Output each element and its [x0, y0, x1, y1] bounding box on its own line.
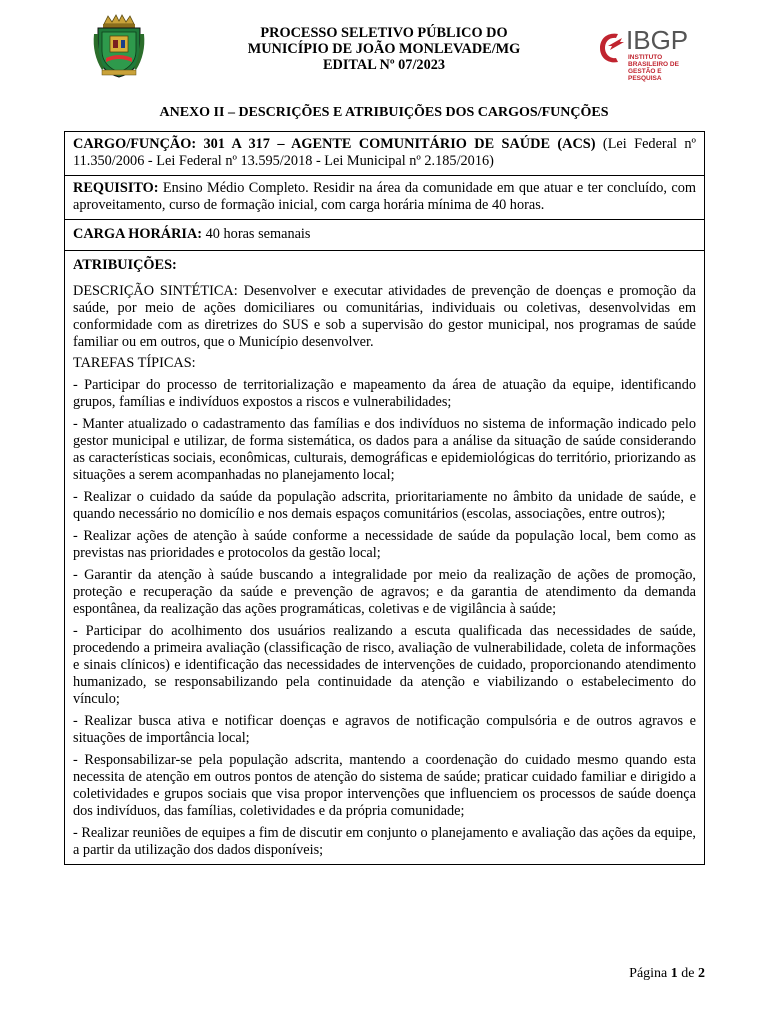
cargo-label: CARGO/FUNÇÃO: 301 A 317 – AGENTE COMUNITÁRIO DE SAÚDE (ACS)	[73, 136, 596, 152]
tarefa-item: - Garantir da atenção à saúde buscando a integralidade por meio da realização de ações de promoção, proteção e recuperação da saúde e prevenção de agravos; e da garantia de atendimento da demanda espontânea, da realização das ações programáticas, coletivas e de vigilância à saúde;	[73, 567, 696, 617]
page-prefix: Página	[629, 966, 671, 981]
requisito-text: Ensino Médio Completo. Residir na área da comunidade em que atuar e ter concluído, com aproveitamento, curso de formação inicial, com carga horária mínima de 40 horas.	[73, 180, 696, 213]
tarefa-item: - Participar do processo de territorialização e mapeamento da área de atuação da equipe, identificando grupos, famílias e indivíduos expostos a riscos e vulnerabilidades;	[73, 377, 696, 410]
cargo-cell	[65, 132, 704, 175]
tarefa-item: - Realizar reuniões de equipes a fim de discutir em conjunto o planejamento e avaliação das ações da equipe, a partir da utilização dos dados disponíveis;	[73, 825, 696, 858]
annex-title: ANEXO II – DESCRIÇÕES E ATRIBUIÇÕES DOS CARGOS/FUNÇÕES	[159, 105, 609, 120]
page-current: 1	[670, 966, 678, 981]
page-total: 2	[698, 966, 705, 981]
page-number	[629, 966, 705, 982]
ibgp-logo	[596, 25, 696, 82]
document-header	[200, 25, 568, 73]
job-description-table	[64, 131, 705, 865]
atribuicoes-heading: ATRIBUIÇÕES:	[73, 257, 177, 273]
header-line-2: MUNICÍPIO DE JOÃO MONLEVADE/MG	[247, 41, 521, 57]
requisito-cell	[65, 175, 704, 219]
tarefa-item: - Realizar o cuidado da saúde da população adscrita, prioritariamente no âmbito da unidade de saúde, e quando necessário no domicílio e nos demais espaços comunitários (escolas, associações, entre outros);	[73, 489, 696, 522]
tarefa-item: - Realizar ações de atenção à saúde conforme a necessidade de saúde da população local, bem como as previstas nas prioridades e protocolos da gestão local;	[73, 528, 696, 561]
header-line-3: EDITAL Nº 07/2023	[322, 57, 446, 73]
requisito-label: REQUISITO:	[73, 180, 159, 196]
page-separator: de	[677, 966, 698, 981]
carga-horaria-label: CARGA HORÁRIA:	[73, 226, 203, 242]
ibgp-subtext: INSTITUTO BRASILEIRO DE GESTÃO E PESQUISA	[628, 54, 679, 82]
carga-horaria-cell	[65, 219, 704, 250]
carga-horaria-text: 40 horas semanais	[202, 226, 311, 242]
municipal-crest-icon	[92, 14, 146, 78]
tarefa-item: - Participar do acolhimento dos usuários realizando a escuta qualificada das necessidades de saúde, procedendo a primeira avaliação (classificação de risco, avaliação de vulnerabilidade, coleta de informações e sinais clínicos) e identificação das necessidades de intervenções de cuidado, proporcionando atendimento humanizado, se responsabilizando pela continuidade da atenção e viabilizando o estabelecimento do vínculo;	[73, 623, 696, 707]
tarefas-heading: TAREFAS TÍPICAS:	[73, 355, 196, 371]
tarefa-item: - Realizar busca ativa e notificar doenças e agravos de notificação compulsória e de outros agravos e situações de importância local;	[73, 713, 696, 746]
cargo-legal-reference: (Lei Federal nº 11.350/2006 - Lei Federal nº 13.595/2018 - Lei Municipal nº 2.185/2016)	[73, 136, 696, 169]
header-line-1: PROCESSO SELETIVO PÚBLICO DO	[260, 25, 508, 41]
tarefa-item: - Manter atualizado o cadastramento das famílias e dos indivíduos no sistema de informação indicado pelo gestor municipal e utilizar, de forma sistemática, os dados para a análise da situação de saúde considerando as características sociais, econômicas, culturais, demográficas e epidemiológicas do território, priorizando as situações a serem acompanhadas no planejamento local;	[73, 416, 696, 483]
ibgp-mark-icon	[596, 28, 626, 66]
tarefa-item: - Responsabilizar-se pela população adscrita, mantendo a coordenação do cuidado mesmo quando esta necessita de atenção em outros pontos de atenção do sistema de saúde; praticar cuidado familiar e dirigido a coletividades e grupos sociais que visa propor intervenções que influenciem os processos de saúde doença dos indivíduos, das famílias, coletividades e da própria comunidade;	[73, 752, 696, 819]
ibgp-wordmark: IBGP	[626, 25, 689, 55]
descricao-sintetica: DESCRIÇÃO SINTÉTICA: Desenvolver e executar atividades de prevenção de doenças e promoção da saúde, por meio de ações domiciliares ou comunitárias, individuais ou coletivas, desenvolvidas em conformidade com as diretrizes do SUS e sob a supervisão do gestor municipal, nos programas de saúde familiar ou em outros, que o Município desenvolver.	[73, 283, 696, 350]
atribuicoes-cell	[65, 250, 704, 864]
